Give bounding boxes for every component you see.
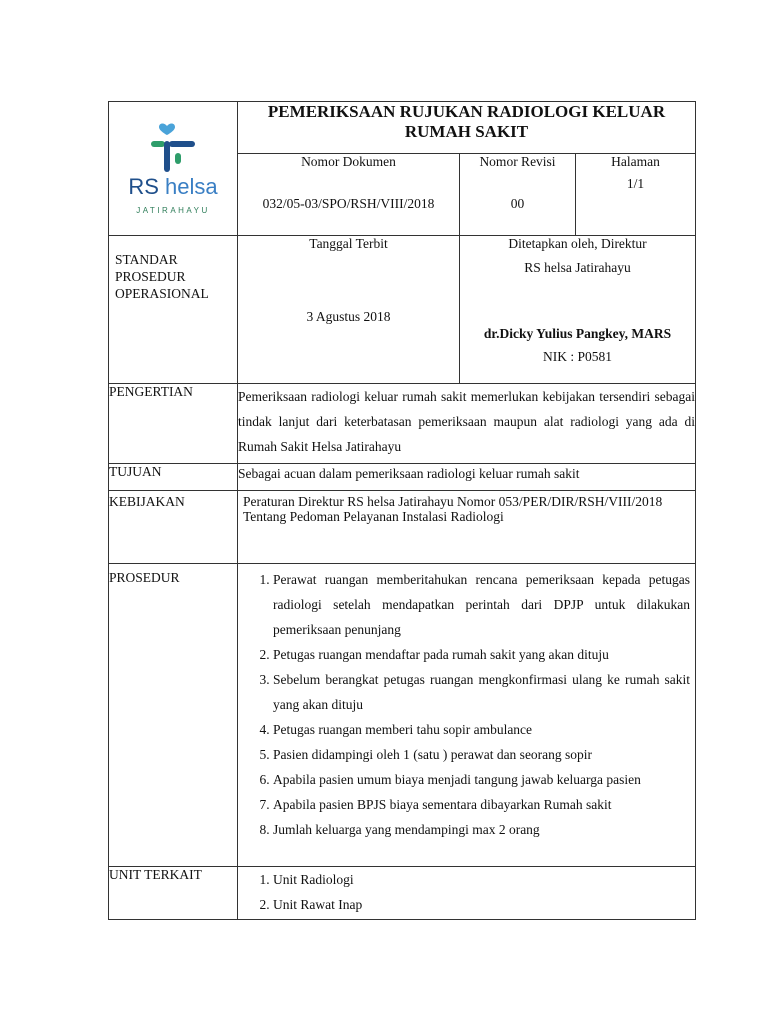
kebijakan-regulation: Peraturan Direktur RS helsa Jatirahayu Nomor 053/PER/DIR/RSH/VIII/2018 xyxy=(243,494,663,509)
unit-item: 2. Unit Rawat Inap xyxy=(273,892,690,917)
document-title: PEMERIKSAAN RUJUKAN RADIOLOGI KELUAR RUMAH SAKIT xyxy=(238,102,696,154)
prosedur-label: PROSEDUR xyxy=(109,564,238,867)
logo-cell xyxy=(109,102,238,236)
prosedur-step: 8. Jumlah keluarga yang mendampingi max 2 orang xyxy=(273,817,690,842)
sop-label-line1: STANDAR xyxy=(115,252,178,267)
revision-value: 00 xyxy=(510,196,525,212)
approved-by-line1: Ditetapkan oleh, Direktur xyxy=(508,236,647,251)
prosedur-cell xyxy=(238,564,696,867)
hospital-name: RS helsa xyxy=(128,174,218,199)
sop-label-line3: OPERASIONAL xyxy=(115,286,209,301)
doc-number-value: 032/05-03/SPO/RSH/VIII/2018 xyxy=(262,196,435,212)
prosedur-step: 3. Sebelum berangkat petugas ruangan mengkonfirmasi ulang ke rumah sakit yang akan dituju xyxy=(273,667,690,717)
page-label: Halaman xyxy=(611,154,660,170)
hospital-logo xyxy=(109,102,237,235)
unit-terkait-list xyxy=(238,867,695,917)
prosedur-step: 4. Petugas ruangan memberi tahu sopir ambulance xyxy=(273,717,690,742)
hospital-location: JATIRAHAYU xyxy=(136,206,210,215)
kebijakan-label: KEBIJAKAN xyxy=(109,491,238,564)
sop-label-line2: PROSEDUR xyxy=(115,269,186,284)
prosedur-step: 6. Apabila pasien umum biaya menjadi tangung jawab keluarga pasien xyxy=(273,767,690,792)
unit-terkait-label: UNIT TERKAIT xyxy=(109,867,238,920)
director-nik: NIK : P0581 xyxy=(543,349,613,364)
director-name: dr.Dicky Yulius Pangkey, MARS xyxy=(483,326,672,341)
prosedur-step: 7. Apabila pasien BPJS biaya sementara dibayarkan Rumah sakit xyxy=(273,792,690,817)
page-value: 1/1 xyxy=(626,176,645,192)
sop-label-cell xyxy=(109,236,238,384)
issue-date-value: 3 Agustus 2018 xyxy=(306,309,391,324)
kebijakan-subject: Tentang Pedoman Pelayanan Instalasi Radiologi xyxy=(243,509,504,524)
issue-date-label: Tanggal Terbit xyxy=(309,236,388,251)
kebijakan-cell xyxy=(238,491,696,564)
cross-heart-logo-icon xyxy=(147,122,199,178)
issue-date-cell xyxy=(238,236,460,384)
prosedur-step: 5. Pasien didampingi oleh 1 (satu ) perawat dan seorang sopir xyxy=(273,742,690,767)
doc-number-cell xyxy=(238,154,460,236)
sop-document-table xyxy=(108,101,696,920)
unit-terkait-cell xyxy=(238,867,696,920)
page-cell xyxy=(576,154,696,236)
doc-number-label: Nomor Dokumen xyxy=(301,154,396,170)
revision-label: Nomor Revisi xyxy=(479,154,556,170)
prosedur-step: 1. Perawat ruangan memberitahukan rencana pemeriksaan kepada petugas radiologi setelah mendapatkan perintah dari DPJP untuk dilakukan pemeriksaan penunjang xyxy=(273,567,690,642)
approval-cell xyxy=(460,236,696,384)
tujuan-text: Sebagai acuan dalam pemeriksaan radiologi keluar rumah sakit xyxy=(238,464,696,491)
pengertian-label: PENGERTIAN xyxy=(109,384,238,464)
tujuan-label: TUJUAN xyxy=(109,464,238,491)
pengertian-text: Pemeriksaan radiologi keluar rumah sakit memerlukan kebijakan tersendiri sebagai tindak lanjut dari keterbatasan pemeriksaan maupun alat radiologi yang ada di Rumah Sakit Helsa Jatirahayu xyxy=(238,384,696,464)
prosedur-list xyxy=(238,567,695,842)
prosedur-step: 2. Petugas ruangan mendaftar pada rumah sakit yang akan dituju xyxy=(273,642,690,667)
unit-item: 1. Unit Radiologi xyxy=(273,867,690,892)
revision-cell xyxy=(460,154,576,236)
approved-by-line2: RS helsa Jatirahayu xyxy=(524,260,631,275)
